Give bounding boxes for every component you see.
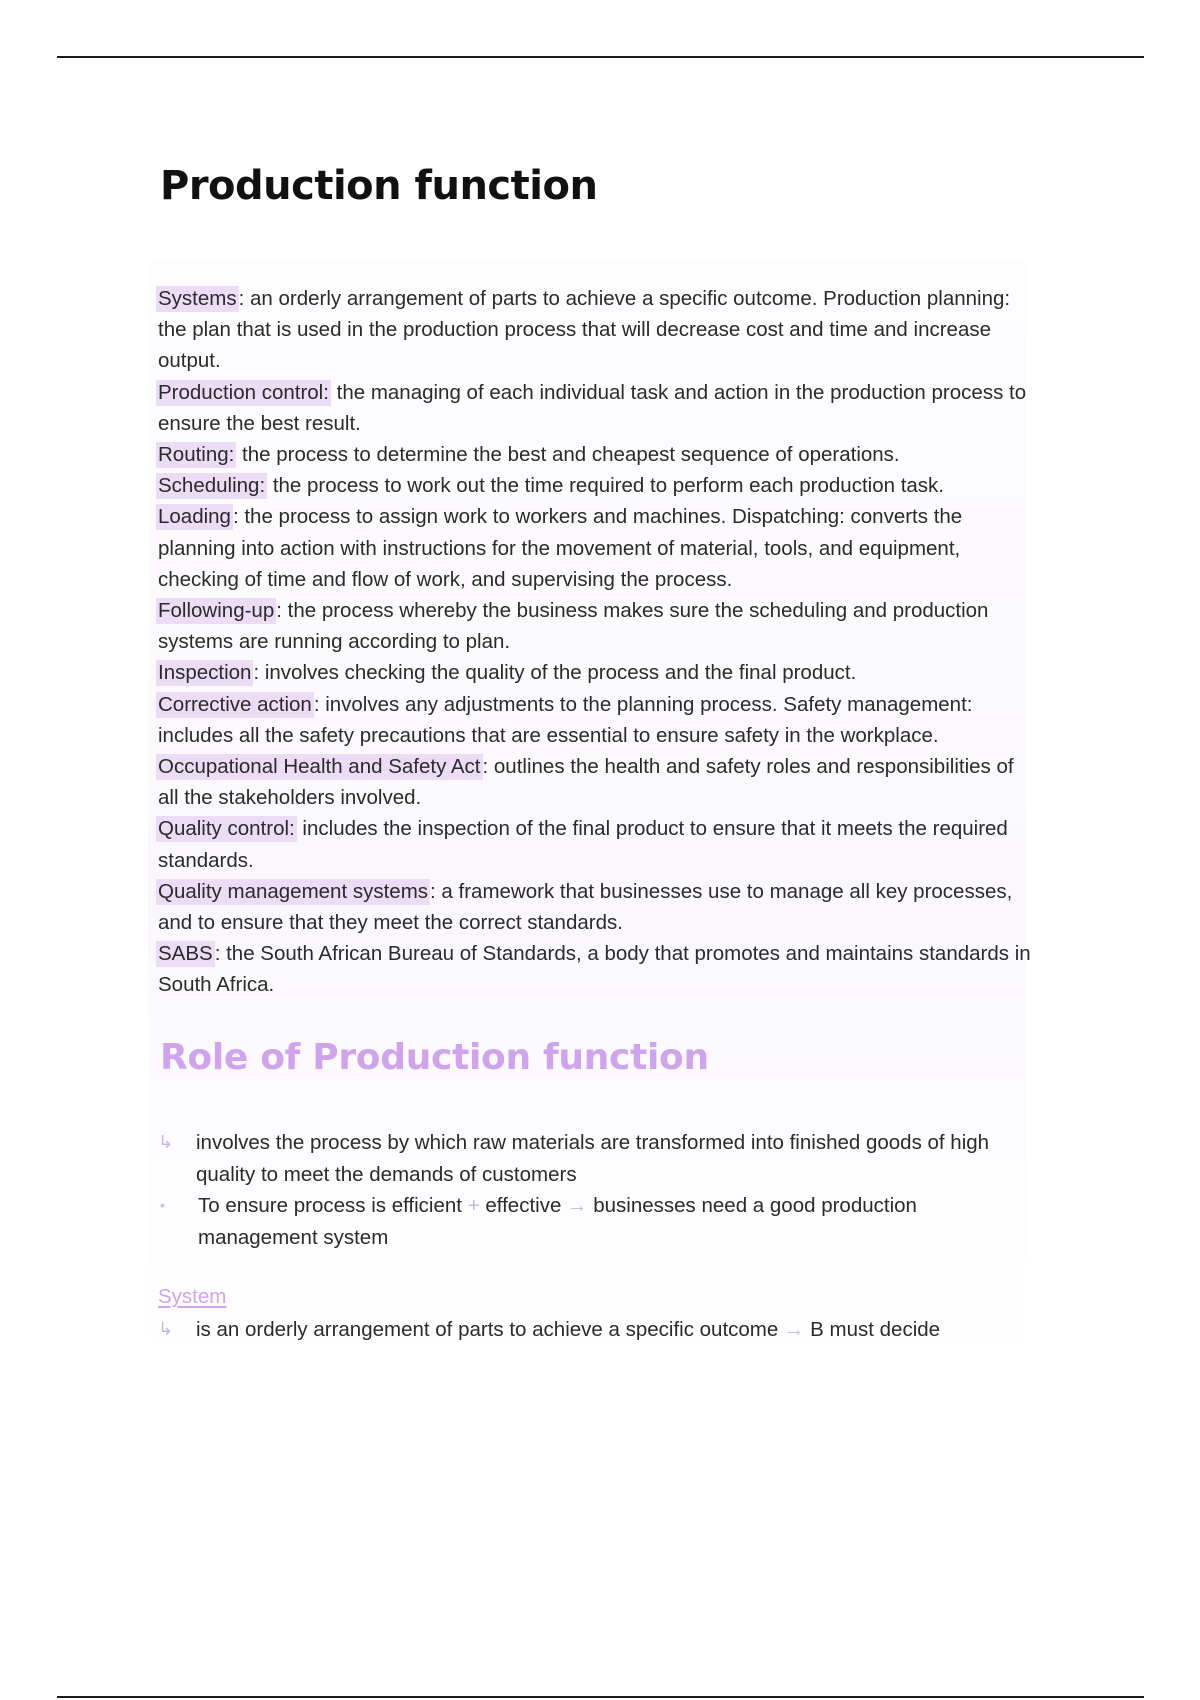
arrow-right-icon: → (567, 1194, 588, 1217)
definition-text: includes the inspection of the final product to ensure that it meets the required standards. (158, 817, 1008, 872)
definition-item (158, 501, 1038, 595)
definition-term: Production control: (158, 380, 329, 404)
definition-item (158, 439, 1038, 470)
definitions-list (158, 283, 1038, 1001)
definition-text: : a framework that businesses use to manage all key processes, and to ensure that they meet the correct standards. (158, 879, 1013, 935)
list-item (158, 1190, 1038, 1253)
text-segment: businesses need a good production management system (198, 1194, 917, 1249)
definition-item (158, 595, 1038, 657)
definition-text: : involves any adjustments to the planning process. Safety management: includes all the safety precautions that are essential to ensure safety in the workplace. (158, 692, 973, 747)
role-bullet-list (158, 1127, 1038, 1253)
definition-text: : the process to assign work to workers and machines. Dispatching: converts the planning into action with instructions for the movement of material, tools, and equipment, checking of time and flow of work, and supervising the process. (158, 505, 963, 591)
definition-text: : outlines the health and safety roles and responsibilities of all the stakeholders involved. (158, 755, 1014, 810)
definition-text: the managing of each individual task and action in the production process to ensure the best result. (158, 380, 1027, 435)
definition-text: the process to work out the time required to perform each production task. (267, 474, 944, 498)
definition-item (158, 689, 1038, 751)
definition-text: : the process whereby the business makes sure the scheduling and production systems are running according to plan. (158, 599, 989, 654)
page-title: Production function (160, 163, 598, 209)
definition-item (158, 938, 1038, 1000)
arrow-right-icon: → (783, 1318, 805, 1341)
definition-term: Quality control: (158, 817, 295, 841)
definition-term: Following-up (158, 599, 275, 623)
definition-item (158, 657, 1038, 688)
definition-item (158, 751, 1038, 813)
definition-item (158, 377, 1038, 439)
definition-term: Inspection (158, 661, 252, 685)
list-item-text (196, 1314, 1038, 1346)
list-item-text (198, 1190, 1038, 1253)
definition-text: : an orderly arrangement of parts to achieve a specific outcome. Production planning: the plan that is used in the production process that will decrease cost and time and increase output. (158, 287, 1011, 373)
text-segment: To ensure process is efficient (198, 1194, 468, 1217)
bottom-divider (57, 1696, 1144, 1698)
definition-item (158, 470, 1038, 501)
definition-item (158, 813, 1038, 875)
definition-term: Routing: (158, 443, 235, 467)
definition-item (158, 283, 1038, 377)
system-bullet-list (158, 1314, 1038, 1346)
definition-term: Loading (158, 505, 231, 529)
list-item-text: involves the process by which raw materials are transformed into finished goods of high quality to meet the demands of customers (196, 1131, 990, 1186)
section-heading-role: Role of Production function (160, 1037, 709, 1078)
plus-icon: + (467, 1194, 480, 1217)
definition-text: : involves checking the quality of the process and the final product. (253, 661, 857, 685)
definition-term: Scheduling: (158, 474, 266, 498)
list-item (158, 1314, 1038, 1346)
definition-term: SABS (158, 942, 213, 966)
text-segment: B must decide (804, 1318, 941, 1341)
definition-item (158, 876, 1038, 938)
bullet-dot-icon: • (160, 1197, 165, 1213)
definition-term: Systems (158, 287, 237, 310)
text-segment: is an orderly arrangement of parts to achieve a specific outcome (196, 1318, 784, 1341)
definition-text: the process to determine the best and cheapest sequence of operations. (236, 443, 900, 467)
return-arrow-icon: ↳ (158, 1319, 174, 1339)
definition-term: Quality management systems (158, 879, 429, 903)
definition-term: Corrective action (158, 692, 312, 716)
definition-text: : the South African Bureau of Standards, a body that promotes and maintains standards in South Africa. (158, 942, 1031, 997)
top-divider (57, 56, 1144, 58)
system-subheading: System (158, 1285, 227, 1308)
definition-term: Occupational Health and Safety Act (158, 755, 481, 779)
return-arrow-icon: ↳ (158, 1132, 174, 1152)
text-segment: effective (479, 1194, 568, 1217)
list-item (158, 1127, 1038, 1190)
